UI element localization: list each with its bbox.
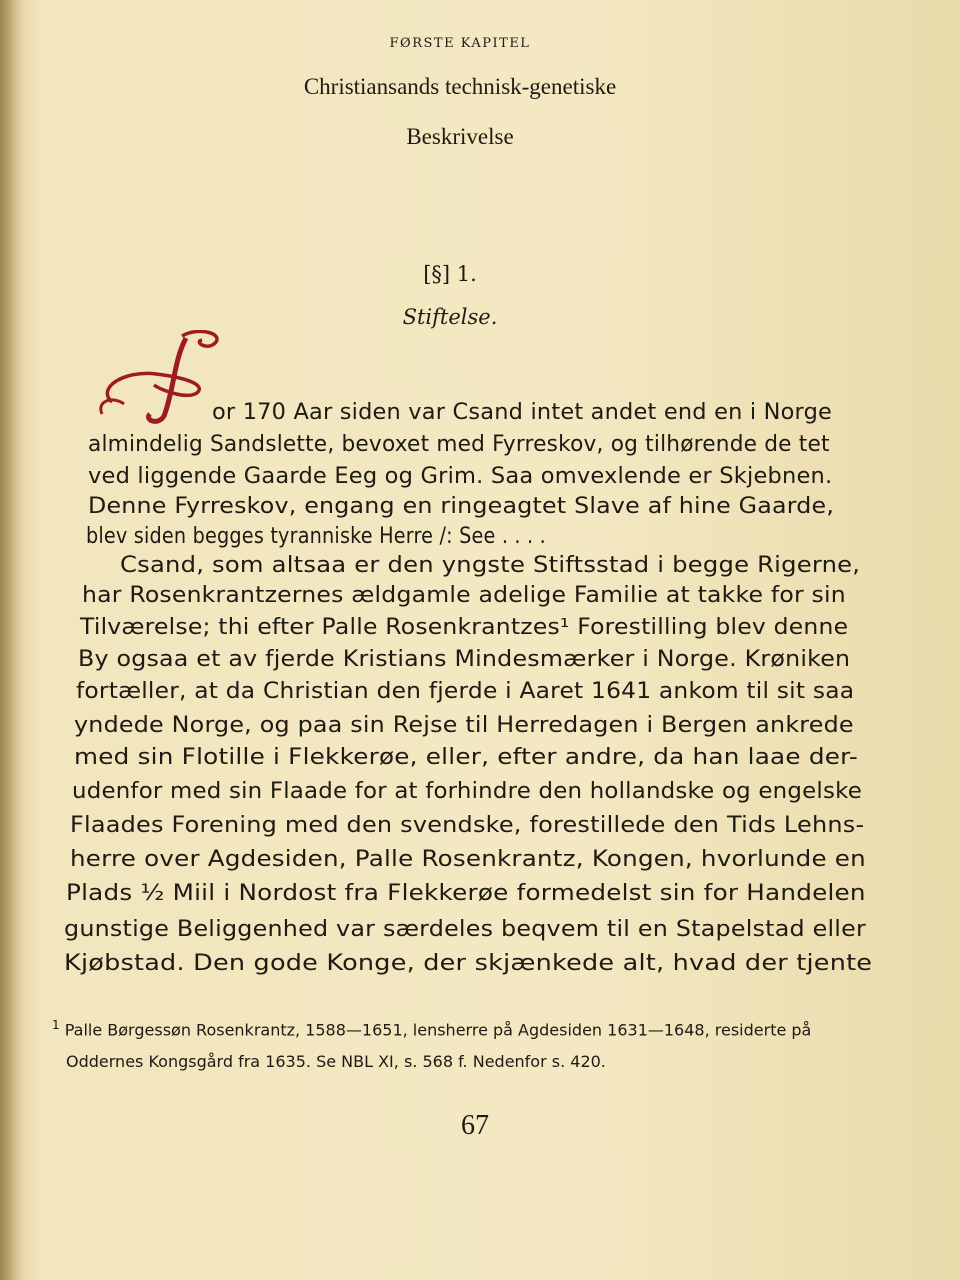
footnote-marker: 1 xyxy=(52,1018,60,1032)
running-head: FØRSTE KAPITEL xyxy=(389,36,531,51)
body-line: Plads ½ Miil i Nordost fra Flekkerøe formedelst sin for Handelen xyxy=(66,881,866,906)
footnote-line-1 xyxy=(52,1018,811,1039)
body-line: udenfor med sin Flaade for at forhindre den hollandske og engelske xyxy=(72,779,863,804)
body-line: or 170 Aar siden var Csand intet andet end en i Norge xyxy=(212,400,833,425)
body-line: By ogsaa et av fjerde Kristians Mindesmærker i Norge. Krøniken xyxy=(78,647,851,672)
body-line: Kjøbstad. Den gode Konge, der skjænkede alt, hvad der tjente xyxy=(64,951,873,976)
body-line: almindelig Sandslette, bevoxet med Fyrreskov, og tilhørende de tet xyxy=(88,432,830,457)
chapter-title-line1: Christiansands technisk-genetiske xyxy=(303,74,617,99)
body-line: herre over Agdesiden, Palle Rosenkrantz, Kongen, hvorlunde en xyxy=(70,847,866,872)
body-line: Flaades Forening med den svendske, forestillede den Tids Lehns- xyxy=(70,813,865,838)
section-number: [§] 1. xyxy=(423,262,477,286)
body-line: med sin Flotille i Flekkerøe, eller, efter andre, da han laae der- xyxy=(74,745,859,770)
body-line: Tilværelse; thi efter Palle Rosenkrantzes¹ Forestilling blev denne xyxy=(80,615,849,640)
body-line: ved liggende Gaarde Eeg og Grim. Saa omvexlende er Skjebnen. xyxy=(88,464,833,489)
section-title: Stiftelse. xyxy=(402,305,498,329)
footnote-line-2: Oddernes Kongsgård fra 1635. Se NBL XI, s. 568 f. Nedenfor s. 420. xyxy=(66,1052,606,1071)
body-line: har Rosenkrantzernes ældgamle adelige Familie at takke for sin xyxy=(82,583,846,608)
chapter-title-line2: Beskrivelse xyxy=(406,124,514,149)
page-number: 67 xyxy=(461,1110,489,1141)
body-line: Denne Fyrreskov, engang en ringeagtet Slave af hine Gaarde, xyxy=(88,494,835,519)
body-line: gunstige Beliggenhed var særdeles beqvem til en Stapelstad eller xyxy=(64,917,866,942)
body-line: blev siden begges tyranniske Herre /: See . . . . xyxy=(86,524,546,549)
body-line: Csand, som altsaa er den yngste Stiftsstad i begge Rigerne, xyxy=(120,553,861,578)
body-line: yndede Norge, og paa sin Rejse til Herredagen i Bergen ankrede xyxy=(74,713,854,738)
body-line: fortæller, at da Christian den fjerde i Aaret 1641 ankom til sit saa xyxy=(76,679,855,704)
footnote-text-1: Palle Børgessøn Rosenkrantz, 1588—1651, lensherre på Agdesiden 1631—1648, residerte på xyxy=(64,1020,812,1040)
